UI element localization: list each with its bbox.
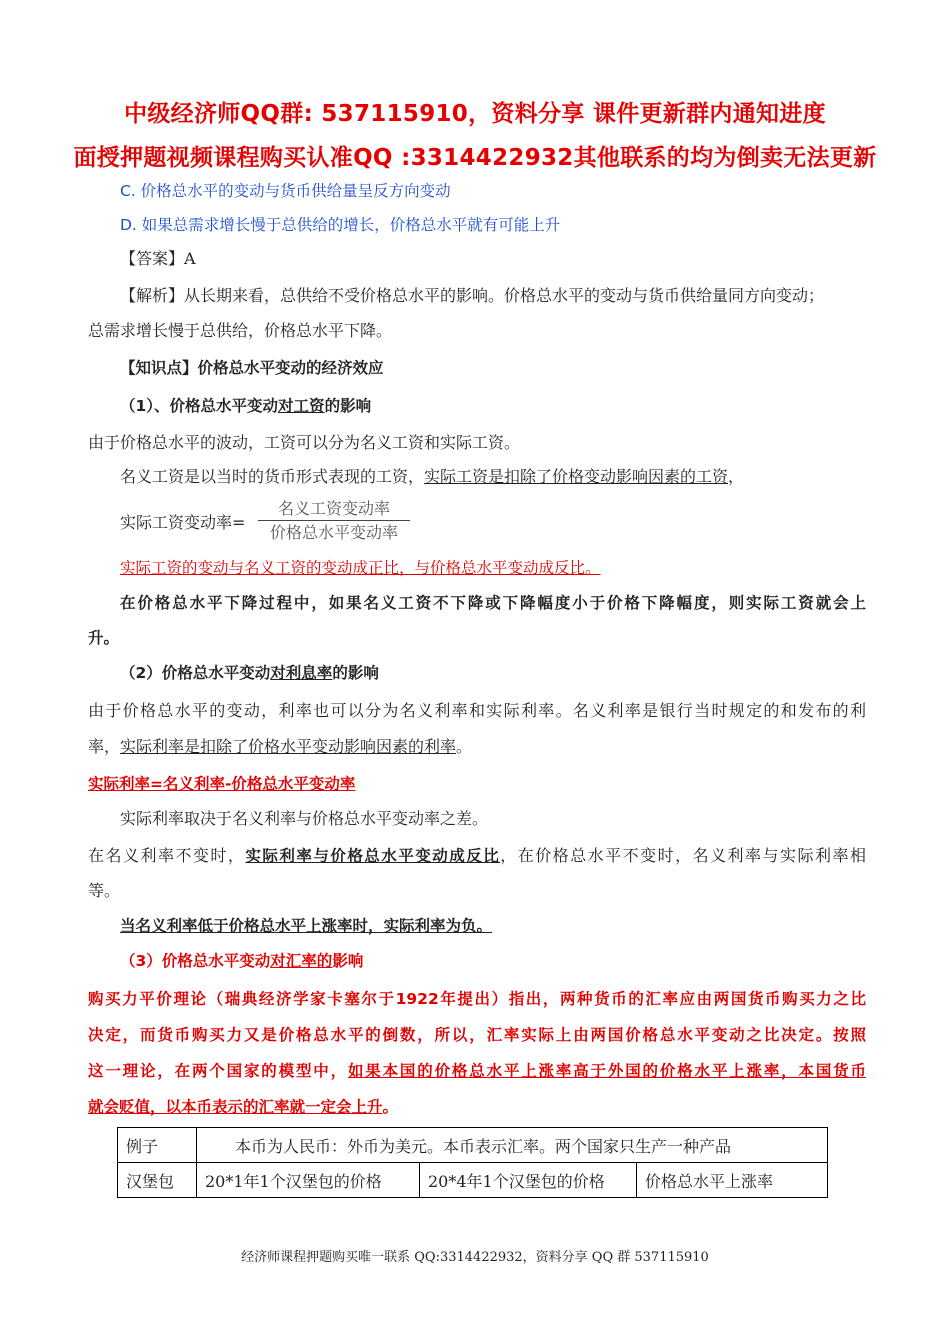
section-1-p2	[120, 466, 900, 488]
section-2-p4	[88, 845, 866, 867]
inverse-relation-note: 实际利率与价格总水平变动成反比	[245, 847, 501, 865]
section-3-heading-suffix: 影响	[332, 952, 364, 970]
table-row	[118, 1128, 828, 1163]
ppp-underlined-1: 如果本国的价格总水平上涨率高于外国的价格水平上涨率，本国货币	[347, 1062, 866, 1080]
real-interest-definition: 实际利率是扣除了价格水平变动影响因素的利率	[120, 737, 457, 756]
text-fragment: ，在价格总水平不变时，名义利率与实际利率相	[500, 846, 866, 865]
table-cell: 例子	[118, 1128, 197, 1163]
section-2-p1: 由于价格总水平的变动，利率也可以分为名义利率和实际利率。名义利率是银行当时规定的和发布的利	[88, 701, 866, 720]
section-1-p1: 由于价格总水平的波动，工资可以分为名义工资和实际工资。	[88, 433, 521, 452]
table-cell: 价格总水平上涨率	[637, 1163, 828, 1198]
analysis-line-2: 总需求增长慢于总供给，价格总水平下降。	[88, 321, 393, 340]
punctuation: ，	[728, 467, 745, 486]
real-interest-formula: 实际利率=名义利率-价格总水平变动率	[88, 775, 356, 793]
option-c: C. 价格总水平的变动与货币供给量呈反方向变动	[120, 182, 451, 200]
section-1-red-conclusion: 实际工资的变动与名义工资的变动成正比，与价格总水平变动成反比。	[120, 559, 601, 577]
formula-denominator: 价格总水平变动率	[269, 523, 398, 542]
formula-numerator: 名义工资变动率	[258, 498, 410, 521]
ppp-underlined-2: 就会贬值，以本币表示的汇率就一定会上升	[88, 1098, 383, 1116]
text-fragment: 率，	[88, 737, 121, 756]
section-2-heading-key: 对利息率	[270, 664, 333, 682]
formula-label: 实际工资变动率=	[120, 513, 246, 532]
section-1-bold-line-1: 在价格总水平下降过程中，如果名义工资不下降或下降幅度小于价格下降幅度，则实际工资就会上	[120, 594, 866, 612]
analysis-line-1: 【解析】从长期来看，总供给不受价格总水平的影响。价格总水平的变动与货币供给量同方向变动；	[120, 286, 825, 305]
knowledge-title: 【知识点】价格总水平变动的经济效应	[120, 359, 384, 377]
text-fragment: 在名义利率不变时，	[88, 846, 246, 865]
option-d: D. 如果总需求增长慢于总供给的增长，价格总水平就有可能上升	[120, 216, 561, 234]
ppp-line-2: 决定，而货币购买力又是价格总水平的倒数，所以，汇率实际上由两国价格总水平变动之比决定。按照	[88, 1026, 866, 1044]
real-wage-definition: 实际工资是扣除了价格变动影响因素的工资	[424, 467, 729, 486]
ppp-line-3	[88, 1060, 866, 1082]
table-row	[118, 1163, 828, 1198]
ppp-line-4	[88, 1096, 868, 1118]
section-3-heading	[120, 950, 900, 972]
section-2-p2	[88, 736, 868, 758]
section-1-heading	[120, 395, 900, 417]
punctuation: 。	[456, 737, 473, 756]
banner-line-2: 面授押题视频课程购买认准QQ :3314422932其他联系的均为倒卖无法更新	[73, 145, 877, 171]
example-table	[117, 1127, 828, 1198]
section-2-bold-conclusion: 当名义利率低于价格总水平上涨率时，实际利率为负。	[120, 917, 493, 935]
answer: 【答案】A	[120, 249, 196, 268]
text-fragment: 这一理论，在两个国家的模型中，	[88, 1062, 348, 1080]
section-2-heading-suffix: 的影响	[332, 664, 379, 682]
section-2-p3: 实际利率取决于名义利率与价格总水平变动率之差。	[120, 809, 489, 828]
section-3-heading-prefix: （3）价格总水平变动	[120, 952, 271, 970]
table-cell: 20*4年1个汉堡包的价格	[420, 1163, 637, 1198]
section-1-heading-prefix: （1）、价格总水平变动	[120, 397, 279, 415]
nominal-wage-definition: 名义工资是以当时的货币形式表现的工资，	[120, 467, 425, 486]
section-2-heading-prefix: （2）价格总水平变动	[120, 664, 271, 682]
section-2-p5: 等。	[88, 881, 121, 900]
page-footer: 经济师课程押题购买唯一联系 QQ:3314422932，资料分享 QQ 群 537115910	[241, 1250, 709, 1265]
section-1-bold-line-2: 升。	[88, 629, 120, 647]
section-1-heading-key: 对工资	[278, 397, 325, 415]
banner-line-1: 中级经济师QQ群: 537115910，资料分享 课件更新群内通知进度	[124, 101, 826, 127]
table-cell: 20*1年1个汉堡包的价格	[197, 1163, 420, 1198]
punctuation: 。	[382, 1098, 399, 1116]
section-3-heading-key: 对汇率的	[270, 952, 333, 970]
table-cell: 汉堡包	[118, 1163, 197, 1198]
section-1-heading-suffix: 的影响	[324, 397, 372, 415]
section-2-heading	[120, 662, 900, 684]
ppp-line-1: 购买力平价理论（瑞典经济学家卡塞尔于1922年提出）指出，两种货币的汇率应由两国货币购买力之比	[88, 990, 866, 1008]
table-cell: 本币为人民币：外币为美元。本币表示汇率。两个国家只生产一种产品	[197, 1128, 828, 1163]
